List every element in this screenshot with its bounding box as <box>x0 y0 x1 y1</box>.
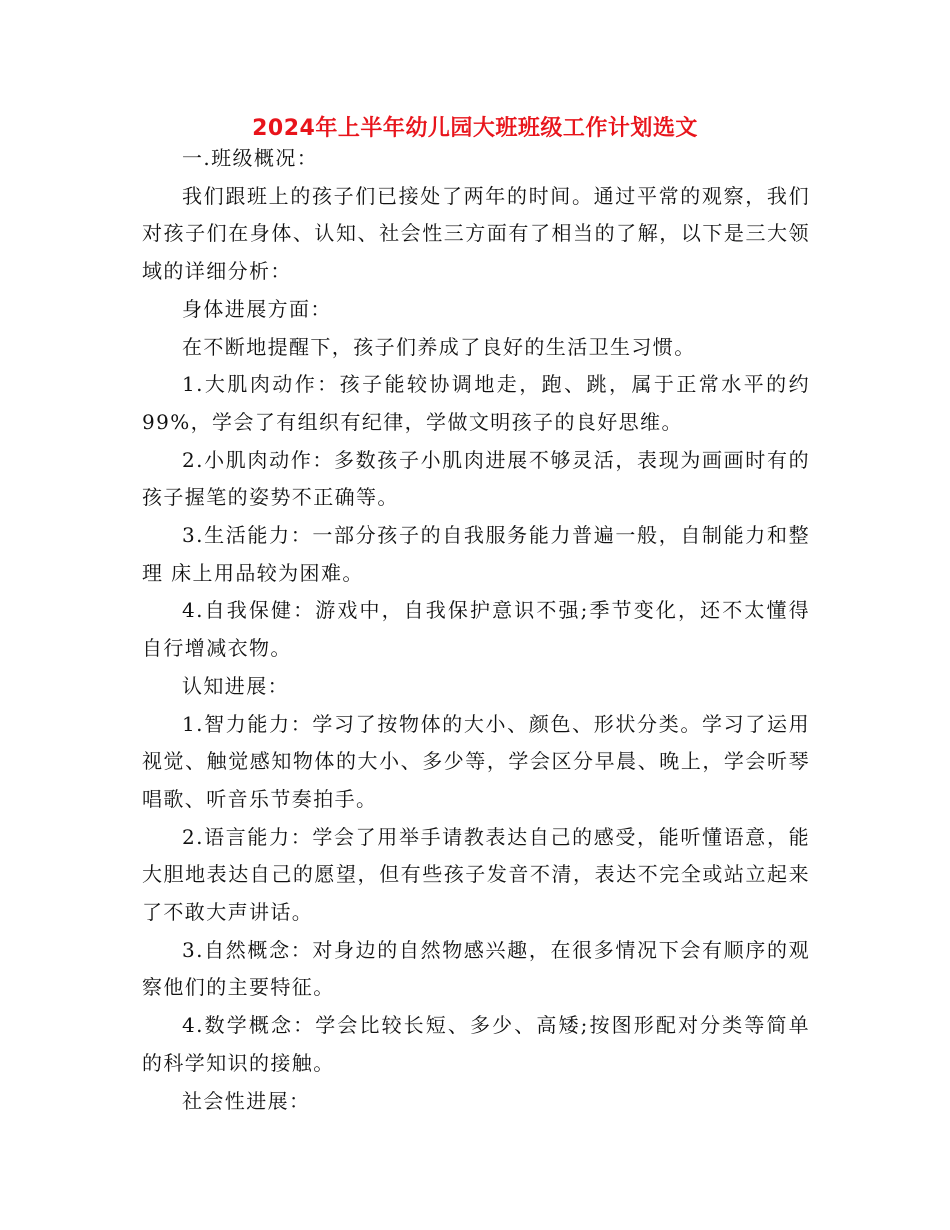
paragraph-life-skills: 3.生活能力：一部分孩子的自我服务能力普遍一般，自制能力和整理 床上用品较为困难。 <box>142 523 810 585</box>
paragraph-self-care: 4.自我保健：游戏中，自我保护意识不强;季节变化，还不太懂得自行增减衣物。 <box>142 598 810 661</box>
paragraph-class-overview-heading: 一.班级概况： <box>182 146 319 170</box>
paragraph-intelligence: 1.智力能力：学习了按物体的大小、颜色、形状分类。学习了运用视觉、触觉感知物体的大小、多少等，学会区分早晨、晚上，学会听琴唱歌、听音乐节奏拍手。 <box>142 711 810 811</box>
paragraph-language: 2.语言能力：学会了用举手请教表达自己的感受，能听懂语意，能大胆地表达自己的愿望，但有些孩子发音不清，表达不完全或站立起来了不敢大声讲话。 <box>142 824 810 925</box>
document-body <box>142 140 810 1120</box>
paragraph-fine-motor: 2.小肌肉动作：多数孩子小肌肉进展不够灵活，表现为画画时有的孩子握笔的姿势不正确等。 <box>142 447 810 510</box>
paragraph-nature: 3.自然概念：对身边的自然物感兴趣，在很多情况下会有顺序的观察他们的主要特征。 <box>142 937 810 1000</box>
paragraph-social-heading: 社会性进展： <box>182 1088 311 1113</box>
paragraph-gross-motor: 1.大肌肉动作：孩子能较协调地走，跑、跳，属于正常水平的约99%，学会了有组织有纪律，学做文明孩子的良好思维。 <box>142 372 810 434</box>
paragraph-cognitive-heading: 认知进展： <box>182 673 289 698</box>
document-title: 2024年上半年幼儿园大班班级工作计划选文 <box>252 116 698 141</box>
paragraph-math: 4.数学概念：学会比较长短、多少、高矮;按图形配对分类等简单的科学知识的接触。 <box>142 1013 810 1075</box>
paragraph-habits: 在不断地提醒下，孩子们养成了良好的生活卫生习惯。 <box>182 334 696 359</box>
paragraph-intro: 我们跟班上的孩子们已接处了两年的时间。通过平常的观察，我们对孩子们在身体、认知、社会性三方面有了相当的了解，以下是三大领域的详细分析： <box>142 183 810 284</box>
paragraph-physical-heading: 身体进展方面： <box>182 296 332 321</box>
